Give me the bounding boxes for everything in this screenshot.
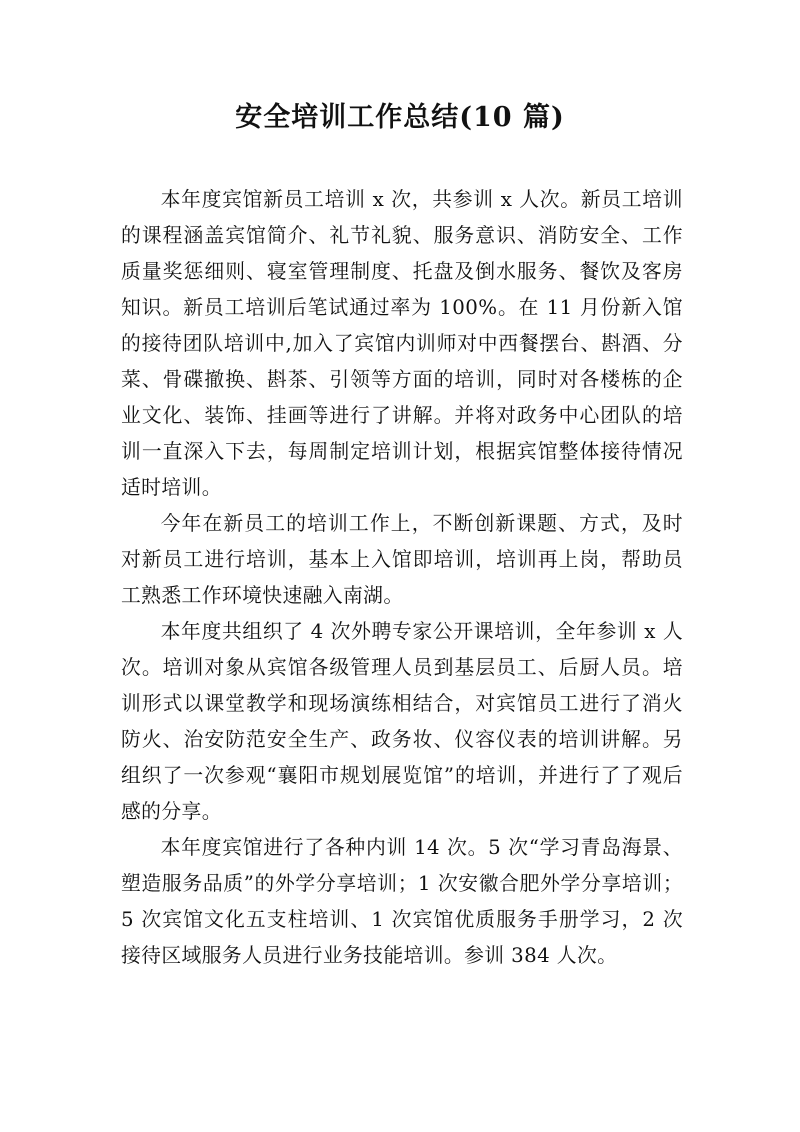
paragraph-new-staff-training: 本年度宾馆新员工培训 x 次，共参训 x 人次。新员工培训的课程涵盖宾馆简介、礼节礼貌、服务意识、消防安全、工作质量奖惩细则、寝室管理制度、托盘及倒水服务、餐饮及客房知识。新员工培训后笔试通过率为 100%。在 11 月份新入馆的接待团队培训中,加入了宾馆内训师对中西餐摆台、斟酒、分菜、骨碟撤换、斟茶、引领等方面的培训，同时对各楼栋的企业文化、装饰、挂画等进行了讲解。并将对政务中心团队的培训一直深入下去，每周制定培训计划，根据宾馆整体接待情况适时培训。 <box>121 188 683 499</box>
document-body <box>121 182 683 974</box>
paragraph-internal-training: 本年度宾馆进行了各种内训 14 次。5 次“学习青岛海景、塑造服务品质”的外学分享培训；1 次安徽合肥外学分享培训；5 次宾馆文化五支柱培训、1 次宾馆优质服务手册学习，2 次接待区域服务人员进行业务技能培训。参训 384 人次。 <box>121 836 683 967</box>
paragraph-external-experts: 本年度共组织了 4 次外聘专家公开课培训，全年参训 x 人次。培训对象从宾馆各级管理人员到基层员工、后厨人员。培训形式以课堂教学和现场演练相结合，对宾馆员工进行了消火防火、治安防范安全生产、政务妆、仪容仪表的培训讲解。另组织了一次参观“襄阳市规划展览馆”的培训，并进行了了观后感的分享。 <box>121 620 683 823</box>
page-title: 安全培训工作总结(10 篇) <box>235 102 565 133</box>
paragraph-training-approach: 今年在新员工的培训工作上，不断创新课题、方式，及时对新员工进行培训，基本上入馆即培训，培训再上岗，帮助员工熟悉工作环境快速融入南湖。 <box>121 512 683 607</box>
